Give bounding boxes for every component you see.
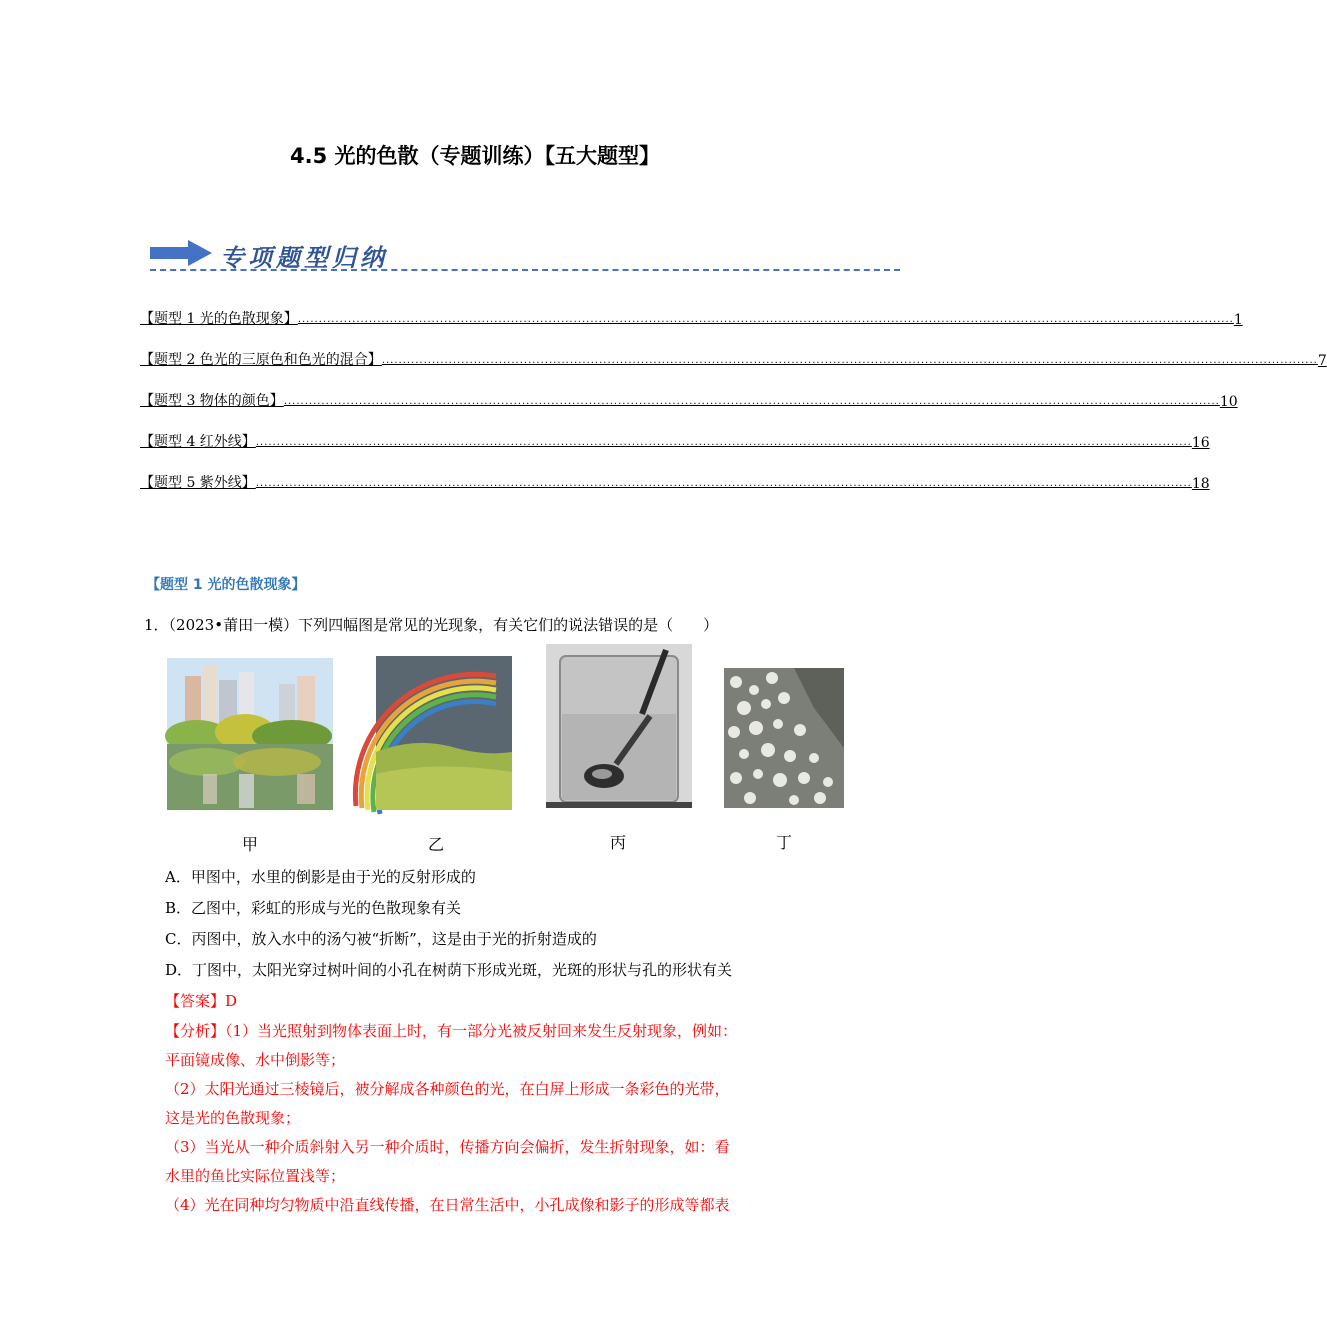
- analysis-line: 这是光的色散现象；: [165, 1109, 301, 1127]
- option-d: D．丁图中，太阳光穿过树叶间的小孔在树荫下形成光斑，光斑的形状与孔的形状有关: [165, 961, 733, 979]
- figure-city-reflection: [167, 658, 333, 810]
- figure-label: 乙: [428, 835, 445, 854]
- figure-label: 丁: [776, 833, 793, 852]
- toc-item-page: 18: [1191, 476, 1210, 492]
- analysis-line: （2）太阳光通过三棱镜后，被分解成各种颜色的光，在白屏上形成一条彩色的光带，: [165, 1080, 730, 1098]
- toc-item[interactable]: [140, 308, 1243, 328]
- toc-leader: ................................................................................................................................................................................................................................: [255, 478, 1192, 489]
- toc-item-page: 16: [1191, 435, 1210, 451]
- toc-item-page: 10: [1219, 394, 1238, 410]
- option-a: A．甲图中，水里的倒影是由于光的反射形成的: [165, 868, 476, 886]
- toc-item-label: 【题型 2 色光的三原色和色光的混合】: [140, 352, 382, 368]
- toc-item-label: 【题型 5 紫外线】: [140, 475, 256, 491]
- toc-leader: ................................................................................................................................................................................................................................: [255, 437, 1192, 448]
- banner-divider: [150, 269, 900, 271]
- question-stem: 1．（2023•莆田一模）下列四幅图是常见的光现象，有关它们的说法错误的是（ ）: [144, 616, 719, 634]
- toc-item-page: 1: [1233, 312, 1243, 328]
- option-b: B．乙图中，彩虹的形成与光的色散现象有关: [165, 899, 462, 917]
- arrow-right-icon: [150, 240, 212, 266]
- answer-label: 【答案】D: [165, 992, 238, 1010]
- analysis-line: （3）当光从一种介质斜射入另一种介质时，传播方向会偏折，发生折射现象，如：看: [165, 1138, 730, 1156]
- question-figures: [160, 640, 860, 860]
- analysis-line: （4）光在同种均匀物质中沿直线传播，在日常生活中，小孔成像和影子的形成等都表: [165, 1196, 730, 1214]
- section-banner: [150, 238, 900, 274]
- analysis-line: 平面镜成像、水中倒影等；: [165, 1051, 346, 1069]
- figure-rainbow: [376, 656, 512, 810]
- page-title: 4.5 光的色散（专题训练）【五大题型】: [289, 144, 660, 168]
- toc-item[interactable]: [140, 349, 1327, 369]
- toc-leader: ................................................................................................................................................................................................................................: [283, 396, 1220, 407]
- analysis-line: 水里的鱼比实际位置浅等；: [165, 1167, 346, 1185]
- toc-leader: ................................................................................................................................................................................................................................: [297, 314, 1234, 325]
- toc-item-label: 【题型 1 光的色散现象】: [140, 311, 298, 327]
- figure-label: 丙: [610, 833, 627, 852]
- figure-light-spots: [724, 668, 844, 808]
- toc-item-label: 【题型 3 物体的颜色】: [140, 393, 284, 409]
- banner-title: 专项题型归纳: [220, 243, 388, 272]
- toc-item[interactable]: [140, 431, 1210, 451]
- toc-item-label: 【题型 4 红外线】: [140, 434, 256, 450]
- section-heading: 【题型 1 光的色散现象】: [146, 577, 306, 593]
- figure-spoon-in-glass: [546, 644, 692, 808]
- figure-label: 甲: [242, 835, 259, 854]
- toc-leader: ................................................................................................................................................................................................................................: [381, 355, 1318, 366]
- option-c: C．丙图中，放入水中的汤勺被“折断”，这是由于光的折射造成的: [165, 930, 597, 948]
- toc-item-page: 7: [1317, 353, 1327, 369]
- toc-item[interactable]: [140, 472, 1210, 492]
- toc-item[interactable]: [140, 390, 1238, 410]
- analysis-line: 【分析】（1）当光照射到物体表面上时，有一部分光被反射回来发生反射现象，例如：: [165, 1022, 738, 1040]
